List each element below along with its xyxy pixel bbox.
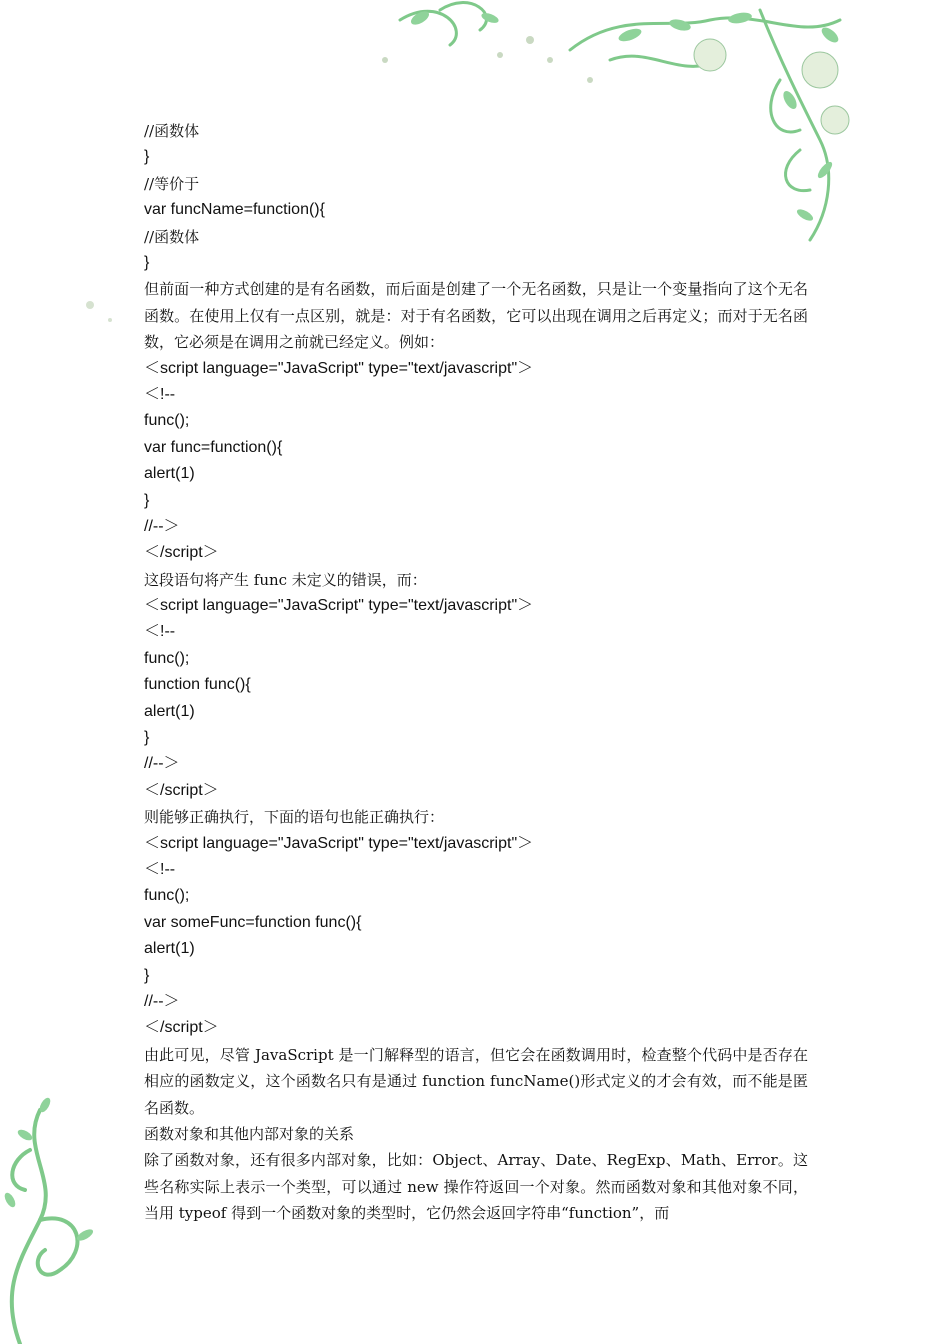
code-line: } [144, 966, 150, 984]
code-line: ＜!-- [144, 860, 176, 878]
section-heading: 函数对象和其他内部对象的关系 [144, 1124, 355, 1143]
code-line: //--＞ [144, 517, 180, 535]
code-line: alert(1) [144, 940, 195, 958]
paragraph-named-vs-anonymous: 但前面一种方式创建的是有名函数，而后面是创建了一个无名函数，只是让一个变量指向了这个无名函数。在使用上仅有一点区别，就是：对于有名函数，它可以出现在调用之后再定义；而对于无名函数，它必须是在调用之前就已经定义。例如： [144, 280, 808, 352]
vine-decoration [0, 1090, 120, 1344]
dots-decoration [80, 290, 140, 330]
text-line: 则能够正确执行，下面的语句也能正确执行： [144, 808, 445, 827]
code-line: } [144, 729, 150, 747]
code-line: //--＞ [144, 755, 180, 773]
code-line: ＜!-- [144, 385, 176, 403]
paragraph-conclusion: 由此可见，尽管 JavaScript 是一门解释型的语言，但它会在函数调用时，检查整个代码中是否存在相应的函数定义，这个函数名只有是通过 function funcName()形式定义的才会有效，而不能是匿名函数。 [144, 1045, 808, 1117]
code-line: var func=function(){ [144, 438, 283, 456]
code-line: func(); [144, 887, 190, 905]
code-line: var funcName=function(){ [144, 201, 325, 219]
code-line: alert(1) [144, 702, 195, 720]
code-line: ＜!-- [144, 623, 176, 641]
code-line: ＜/script＞ [144, 781, 219, 799]
paragraph-internal-objects: 除了函数对象，还有很多内部对象，比如：Object、Array、Date、RegExp、Math、Error。这些名称实际上表示一个类型，可以通过 new 操作符返回一个对象。然而函数对象和其他对象不同，当用 typeof 得到一个函数对象的类型时，它仍然会返回字符串“function”，而 [144, 1151, 808, 1223]
code-line: var someFunc=function func(){ [144, 913, 362, 931]
code-line: ＜script language="JavaScript" type="text/javascript"＞ [144, 597, 534, 615]
code-line: ＜script language="JavaScript" type="text/javascript"＞ [144, 359, 534, 377]
text-line: 这段语句将产生 func 未定义的错误，而： [144, 570, 427, 589]
code-line: } [144, 491, 150, 509]
code-line: ＜/script＞ [144, 1019, 219, 1037]
code-line: ＜/script＞ [144, 544, 219, 562]
code-line: //函数体 [144, 227, 200, 246]
code-line: ＜script language="JavaScript" type="text/javascript"＞ [144, 834, 534, 852]
code-line: //--＞ [144, 992, 180, 1010]
code-line: //等价于 [144, 174, 200, 193]
code-line: function func(){ [144, 676, 251, 694]
code-line: func(); [144, 412, 190, 430]
code-line: } [144, 148, 150, 166]
code-line: } [144, 253, 150, 271]
code-line: func(); [144, 649, 190, 667]
code-line: alert(1) [144, 465, 195, 483]
document-body [144, 118, 808, 1227]
code-line: //函数体 [144, 122, 200, 140]
